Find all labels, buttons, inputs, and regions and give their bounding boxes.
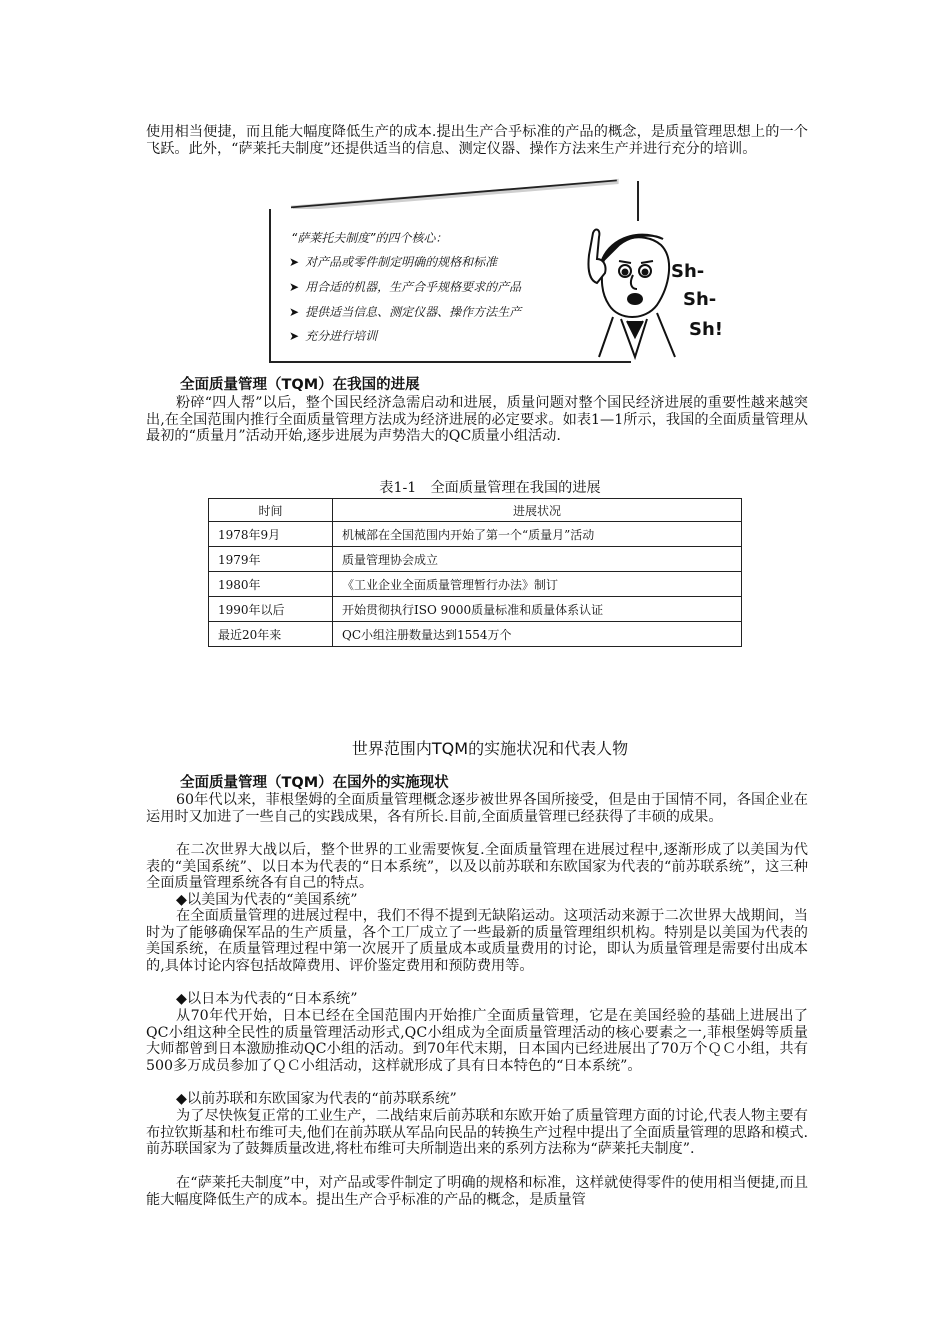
figure-item: ➤ 用合适的机器，生产合乎规格要求的产品 <box>289 280 522 294</box>
panel-header-shape <box>269 175 637 211</box>
bullet-heading: ◆以美国为代表的“美国系统” <box>176 892 358 908</box>
intro-paragraph: 使用相当便捷，而且能大幅度降低生产的成本.提出生产合乎标准的产品的概念，是质量管理思想上的一个飞跃。此外，“萨莱托夫制度”还提供适当的信息、测定仪器、操作方法来生产并进行充分的培训。 <box>146 124 808 157</box>
table-cell: 1980年 <box>209 572 333 597</box>
table-row <box>209 522 742 547</box>
table-cell: QC小组注册数量达到1554万个 <box>333 622 742 647</box>
table-caption: 表1-1 全面质量管理在我国的进展 <box>379 480 601 496</box>
paragraph: 从70年代开始，日本已经在全国范围内开始推广全面质量管理，它是在美国经验的基础上进展出了QC小组这种全民性的质量管理活动形式,QC小组成为全面质量管理活动的核心要素之一,菲根堡姆等质量大师都曾到日本激励推动QC小组的活动。到70年代末期，日本国内已经进展出了70万个ＱＣ小组，共有500多万成员参加了ＱＣ小组活动，这样就形成了具有日本特色的“日本系统”。 <box>146 1008 808 1074</box>
arrow-right-icon: ➤ <box>289 305 300 319</box>
section-title: 世界范围内TQM的实施状况和代表人物 <box>351 739 629 758</box>
arrow-right-icon: ➤ <box>289 280 300 294</box>
bullet-heading: ◆以日本为代表的“日本系统” <box>176 991 358 1007</box>
table-cell: 质量管理协会成立 <box>333 547 742 572</box>
table-cell: 最近20年来 <box>209 622 333 647</box>
table-row <box>209 622 742 647</box>
table-cell: 《工业企业全面质量管理暂行办法》制订 <box>333 572 742 597</box>
paragraph: 为了尽快恢复正常的工业生产，二战结束后前苏联和东欧开始了质量管理方面的讨论,代表人物主要有布拉钦斯基和杜布维可夫,他们在前苏联从军品向民品的转换生产过程中提出了全面质量管理的思路和模式.前苏联国家为了鼓舞质量改进,将杜布维可夫所制造出来的系列方法称为“萨莱托夫制度”. <box>146 1108 808 1158</box>
table-header-row <box>209 499 742 522</box>
arrow-right-icon: ➤ <box>289 329 300 343</box>
cartoon-text: Sh! <box>689 319 723 340</box>
paragraph: 在“萨莱托夫制度”中，对产品或零件制定了明确的规格和标准，这样就使得零件的使用相当便捷,而且能大幅度降低生产的成本。提出生产合乎标准的产品的概念，是质量管 <box>146 1175 808 1208</box>
table-row <box>209 572 742 597</box>
section1-paragraph: 粉碎“四人帮”以后，整个国民经济急需启动和进展，质量问题对整个国民经济进展的重要性越来越突出,在全国范围内推行全面质量管理方法成为经济进展的必定要求。如表1—1所示，我国的全面质量管理从最初的“质量月”活动开始,逐步进展为声势浩大的QC质量小组活动. <box>146 395 808 445</box>
table-cell: 1990年以后 <box>209 597 333 622</box>
table-row <box>209 597 742 622</box>
paragraph: 60年代以来，菲根堡姆的全面质量管理概念逐步被世界各国所接受，但是由于国情不同，各国企业在运用时又加进了一些自己的实践成果，各有所长.目前,全面质量管理已经获得了丰硕的成果。 <box>146 792 808 825</box>
shushing-man-illustration <box>583 225 725 361</box>
figure-item: ➤ 充分进行培训 <box>289 329 378 343</box>
bullet-heading: ◆以前苏联和东欧国家为代表的“前苏联系统” <box>176 1091 457 1107</box>
table-cell: 1979年 <box>209 547 333 572</box>
section-heading: 全面质量管理（TQM）在国外的实施现状 <box>180 775 449 791</box>
figure-item: ➤ 提供适当信息、测定仪器、操作方法生产 <box>289 305 522 319</box>
panel-right-edge <box>625 181 639 221</box>
paragraph: 在全面质量管理的进展过程中，我们不得不提到无缺陷运动。这项活动来源于二次世界大战期间，当时为了能够确保军品的生产质量，各个工厂成立了一些最新的质量管理组织机构。特别是以美国为代表的美国系统，在质量管理过程中第一次展开了质量成本或质量费用的讨论，即认为质量管理是需要付出成本的,具体讨论内容包括故障费用、评价鉴定费用和预防费用等。 <box>146 908 808 974</box>
column-header: 时间 <box>209 499 333 522</box>
table-cell: 开始贯彻执行ISO 9000质量标准和质量体系认证 <box>333 597 742 622</box>
cartoon-text: Sh- <box>683 289 717 310</box>
arrow-right-icon: ➤ <box>289 255 300 269</box>
table-row <box>209 547 742 572</box>
figure-title: “萨莱托夫制度”的四个核心： <box>291 231 448 245</box>
figure-item: ➤ 对产品或零件制定明确的规格和标准 <box>289 255 498 269</box>
table-cell: 1978年9月 <box>209 522 333 547</box>
progress-table <box>208 498 742 647</box>
cartoon-text: Sh- <box>671 261 705 282</box>
table-cell: 机械部在全国范围内开始了第一个“质量月”活动 <box>333 522 742 547</box>
saratov-system-figure <box>265 175 725 365</box>
section-heading: 全面质量管理（TQM）在我国的进展 <box>180 377 420 393</box>
paragraph: 在二次世界大战以后，整个世界的工业需要恢复.全面质量管理在进展过程中,逐渐形成了以美国为代表的“美国系统”、以日本为代表的“日本系统”，以及以前苏联和东欧国家为代表的“前苏联系统”，这三种全面质量管理系统各有自己的特点。 <box>146 842 808 892</box>
column-header: 进展状况 <box>333 499 742 522</box>
